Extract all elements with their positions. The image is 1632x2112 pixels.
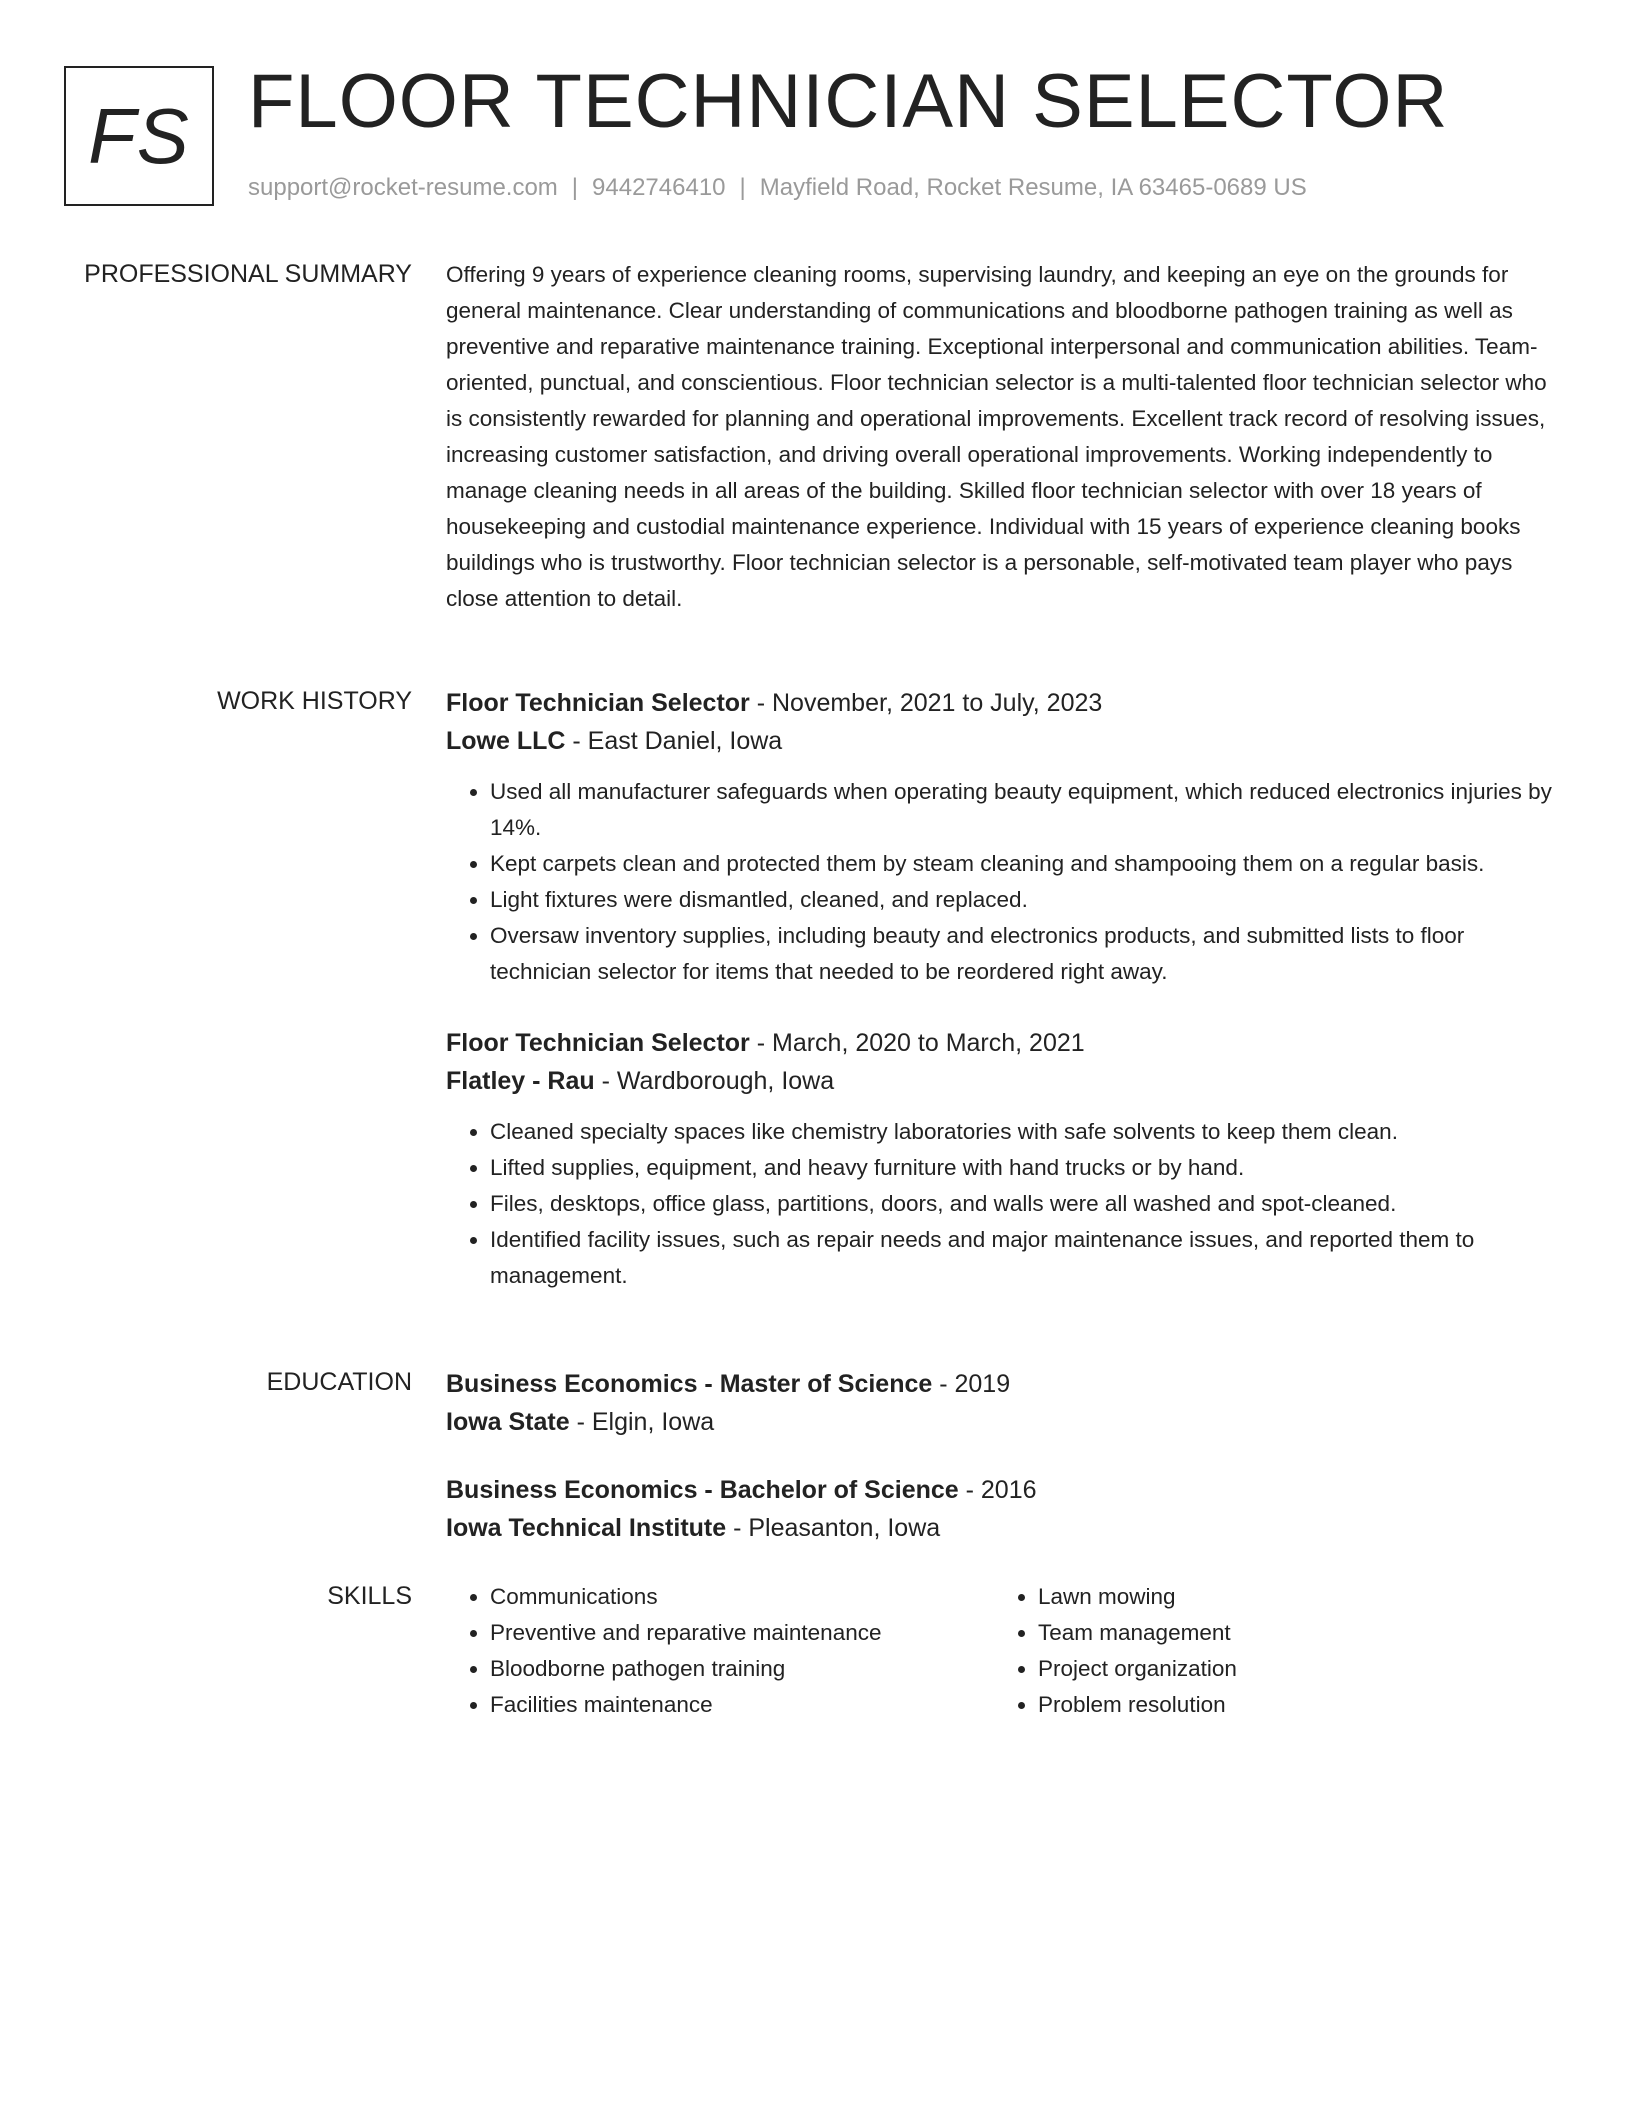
candidate-name: FLOOR TECHNICIAN SELECTOR xyxy=(248,59,1449,144)
job-dates: - March, 2020 to March, 2021 xyxy=(749,1029,1085,1057)
job-location: - East Daniel, Iowa xyxy=(565,727,783,755)
job-title-line xyxy=(446,1024,1556,1062)
work-history-body xyxy=(446,684,1556,1328)
skills-columns xyxy=(446,1579,1556,1723)
section-heading-skills: SKILLS xyxy=(327,1582,412,1610)
job-company: Flatley - Rau xyxy=(446,1067,595,1095)
job-dates: - November, 2021 to July, 2023 xyxy=(749,689,1103,717)
summary-text: Offering 9 years of experience cleaning rooms, supervising laundry, and keeping an eye on the grounds for general maintenance. Clear understanding of communications and bloodborne pathogen training as well as preventive and reparative maintenance training. Exceptional interpersonal and communication abilities. Team-oriented, punctual, and conscientious. Floor technician selector is a multi-talented floor technician selector who is consistently rewarded for planning and operational improvements. Excellent track record of resolving issues, increasing customer satisfaction, and driving overall operational improvements. Working independently to manage cleaning needs in all areas of the building. Skilled floor technician selector with over 18 years of housekeeping and custodial maintenance experience. Individual with 15 years of experience cleaning books buildings who is trustworthy. Floor technician selector is a personable, self-motivated team player who pays close attention to detail. xyxy=(446,262,1547,611)
job-bullet: • Lifted supplies, equipment, and heavy furniture with hand trucks or by hand. xyxy=(490,1150,1556,1186)
contact-address: Mayfield Road, Rocket Resume, IA 63465-0689 US xyxy=(759,174,1307,201)
section-heading-work-history: WORK HISTORY xyxy=(217,687,412,715)
job-company-line xyxy=(446,1062,1556,1100)
skill-item: • Team management xyxy=(1038,1615,1542,1651)
education-entry xyxy=(446,1471,1556,1547)
education-entry xyxy=(446,1365,1556,1441)
contact-separator: | xyxy=(571,174,579,201)
degree-line xyxy=(446,1471,1556,1509)
contact-phone[interactable]: 9442746410 xyxy=(592,174,726,201)
section-heading-education: EDUCATION xyxy=(266,1368,412,1396)
school-line xyxy=(446,1403,1556,1441)
job-title: Floor Technician Selector xyxy=(446,1029,750,1057)
school-name: Iowa State xyxy=(446,1408,570,1436)
job-bullet: • Light fixtures were dismantled, cleaned, and replaced. xyxy=(490,882,1556,918)
contact-line xyxy=(248,174,1307,202)
degree-line xyxy=(446,1365,1556,1403)
job-bullet: • Kept carpets clean and protected them by steam cleaning and shampooing them on a regular basis. xyxy=(490,846,1556,882)
job-bullet-list xyxy=(446,774,1556,990)
contact-email[interactable]: support@rocket-resume.com xyxy=(248,174,558,201)
skills-column-right xyxy=(994,1579,1542,1723)
school-location: - Pleasanton, Iowa xyxy=(726,1514,941,1542)
job-company-line xyxy=(446,722,1556,760)
job-bullet: • Used all manufacturer safeguards when operating beauty equipment, which reduced electronics injuries by 14%. xyxy=(490,774,1556,846)
job-title: Floor Technician Selector xyxy=(446,689,750,717)
skills-list xyxy=(994,1579,1542,1723)
job-bullet: • Cleaned specialty spaces like chemistry laboratories with safe solvents to keep them clean. xyxy=(490,1114,1556,1150)
skills-column-left xyxy=(446,1579,994,1723)
education-body xyxy=(446,1365,1556,1577)
skill-item: • Problem resolution xyxy=(1038,1687,1542,1723)
monogram-logo: FS xyxy=(64,66,214,206)
skill-item: • Lawn mowing xyxy=(1038,1579,1542,1615)
degree-name: Business Economics - Bachelor of Science xyxy=(446,1476,959,1504)
section-heading-summary: PROFESSIONAL SUMMARY xyxy=(84,260,412,288)
degree-year: - 2019 xyxy=(932,1370,1011,1398)
skill-item: • Preventive and reparative maintenance xyxy=(490,1615,994,1651)
job-bullet: • Files, desktops, office glass, partitions, doors, and walls were all washed and spot-cleaned. xyxy=(490,1186,1556,1222)
job-bullet-list xyxy=(446,1114,1556,1294)
skill-item: • Bloodborne pathogen training xyxy=(490,1651,994,1687)
skills-list xyxy=(446,1579,994,1723)
job-entry xyxy=(446,684,1556,990)
contact-separator: | xyxy=(739,174,746,201)
job-bullet: • Oversaw inventory supplies, including beauty and electronics products, and submitted lists to floor technician selector for items that needed to be reordered right away. xyxy=(490,918,1556,990)
job-company: Lowe LLC xyxy=(446,727,566,755)
skill-item: • Project organization xyxy=(1038,1651,1542,1687)
summary-body xyxy=(446,257,1556,617)
school-line xyxy=(446,1509,1556,1547)
skills-body xyxy=(446,1579,1556,1723)
skill-item: • Facilities maintenance xyxy=(490,1687,994,1723)
job-bullet: • Identified facility issues, such as repair needs and major maintenance issues, and reported them to management. xyxy=(490,1222,1556,1294)
job-location: - Wardborough, Iowa xyxy=(594,1067,835,1095)
skill-item: • Communications xyxy=(490,1579,994,1615)
degree-year: - 2016 xyxy=(958,1476,1037,1504)
job-entry xyxy=(446,1024,1556,1294)
school-name: Iowa Technical Institute xyxy=(446,1514,727,1542)
school-location: - Elgin, Iowa xyxy=(569,1408,715,1436)
degree-name: Business Economics - Master of Science xyxy=(446,1370,933,1398)
job-title-line xyxy=(446,684,1556,722)
